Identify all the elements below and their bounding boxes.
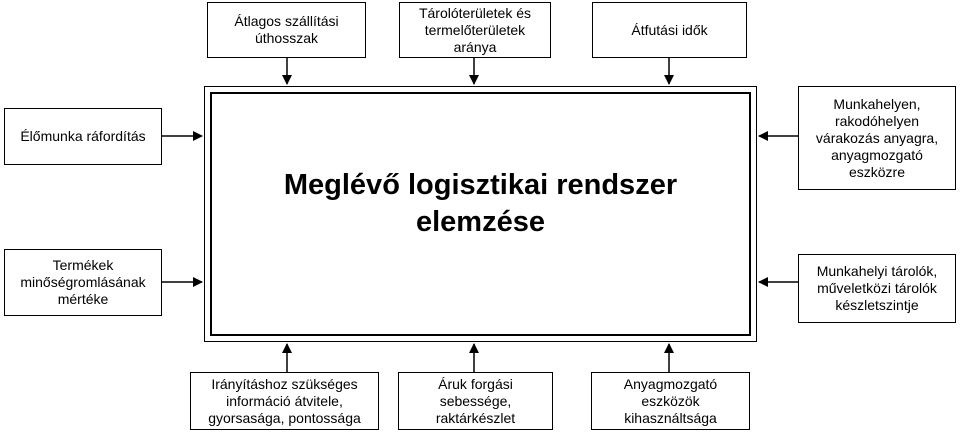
- factor-label: Munkahelyen, rakodóhelyen várakozás anyagra, anyagmozgató eszközre: [815, 95, 939, 180]
- factor-label: Munkahelyi tárolók, műveletközi tárolók készletszintje: [816, 263, 938, 313]
- factor-label: Élőmunka ráfordítás: [20, 128, 146, 144]
- factor-label: Tárolóterületek és termelőterületek aránya: [418, 4, 532, 55]
- factor-label: Irányításhoz szükséges információ átvitele, gyorsasága, pontossága: [208, 375, 361, 426]
- factor-label: Termékek minőségromlásának mértéke: [20, 257, 146, 307]
- central-title: Meglévő logisztikai rendszer elemzése: [283, 169, 678, 238]
- factor-label: Átlagos szállítási úthosszak: [234, 13, 339, 46]
- factor-label: Áruk forgási sebessége, raktárkészlet: [435, 375, 516, 426]
- factor-label: Anyagmozgató eszközök kihasználtsága: [623, 375, 718, 426]
- factor-label: Átfutási idők: [631, 21, 708, 38]
